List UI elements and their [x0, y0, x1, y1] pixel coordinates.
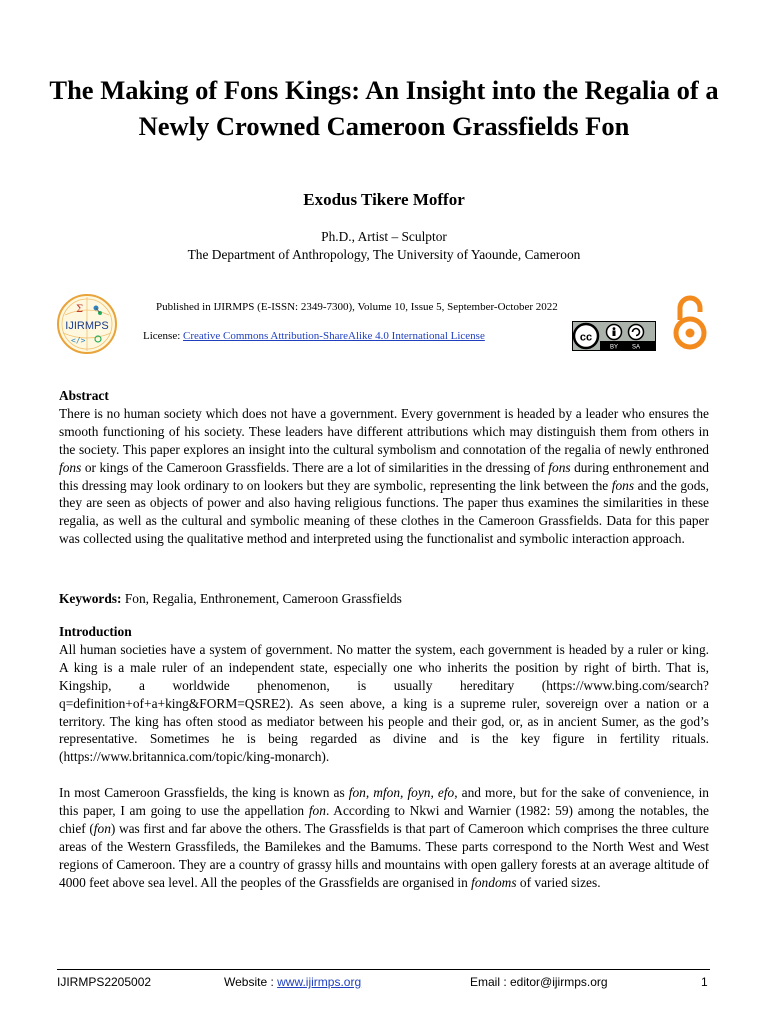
footer-website: [224, 975, 361, 989]
introduction-paragraph-2: In most Cameroon Grassfields, the king is known as fon, mfon, foyn, efo, and more, but for the sake of convenience, in this paper, I am going to use the appellation fon. According to Nkwi and Warnier (1982: 59) among the notables, the chief (fon) was first and far above the others. The Grassfields is that part of Cameroon which comprises the three culture areas of the Western Grassfileds, the Bamilekes and the Bamums. These parts correspond to the North West and West regions of Cameroon. They are a country of grassy hills and mountains with open gallery forests at an average altitude of 4000 feet above sea level. All the peoples of the Grassfields are organised in fondoms of varied sizes.: [59, 785, 709, 890]
svg-text:Σ: Σ: [76, 304, 84, 315]
logo-text: IJIRMPS: [65, 320, 109, 332]
author-affiliation: [0, 228, 768, 264]
cc-by-label: BY: [609, 344, 619, 351]
cc-by-sa-badge: [572, 321, 656, 351]
license-link[interactable]: Creative Commons Attribution-ShareAlike 4.0 International License: [183, 330, 485, 342]
footer-page-number: 1: [701, 975, 708, 989]
publication-info: Published in IJIRMPS (E-ISSN: 2349-7300), Volume 10, Issue 5, September-October 2022: [156, 301, 558, 313]
footer-divider: [57, 969, 710, 970]
author-name: Exodus Tikere Moffor: [303, 190, 465, 209]
cc-sa-label: SA: [631, 344, 641, 351]
svg-text:</>: </>: [71, 336, 86, 345]
open-access-icon: [670, 294, 710, 352]
footer-email: Email : editor@ijirmps.org: [470, 975, 608, 989]
introduction-paragraph-1: All human societies have a system of government. No matter the system, each government is headed by a ruler or king. A king is a male ruler of an independent state, especially one who inherits the position by right of birth. That is, Kingship, a worldwide phenomenon, is usually hereditary (https://www.bing.com/search?q=definition+of+a+king&FORM=QSRE2). As seen above, a king is a supreme ruler, sovereign over a nation or a territory. The king has often stood as mediator between his people and their god, or, as in ancient Sumer, as the god’s representative. Sometimes he is being regarded as divine and is the key figure in fertility rituals. (https://www.britannica.com/topic/king-monarch).: [59, 641, 709, 765]
license-info: [143, 330, 485, 342]
footer-website-link[interactable]: www.ijirmps.org: [277, 975, 362, 989]
footer-paper-code: IJIRMPS2205002: [57, 975, 152, 989]
keywords-text: Fon, Regalia, Enthronement, Cameroon Grassfields: [121, 591, 402, 606]
footer-website-label: Website :: [224, 975, 278, 989]
author-degree: Ph.D., Artist – Sculptor: [321, 229, 447, 244]
introduction-section: [59, 623, 709, 892]
introduction-heading: Introduction: [59, 624, 132, 639]
keywords-line: [59, 590, 709, 608]
paper-title: The Making of Fons Kings: An Insight into the Regalia of a Newly Crowned Cameroon Grassfields Fon: [49, 75, 719, 141]
svg-text:cc: cc: [579, 331, 593, 344]
abstract-section: [59, 387, 709, 548]
abstract-heading: Abstract: [59, 388, 109, 403]
ijirmps-logo: [56, 293, 118, 355]
author-department: The Department of Anthropology, The University of Yaounde, Cameroon: [187, 247, 581, 262]
abstract-body: There is no human society which does not have a government. Every government is headed by a leader who ensures the smooth functioning of his society. These leaders have different attributions which may distinguish them from others in the society. This paper explores an insight into the cultural symbolism and connotation of the regalia of newly enthroned fons or kings of the Cameroon Grassfields. There are a lot of similarities in the dressing of fons during enthronement and this dressing may look ordinary to on lookers but they are symbolic, representing the link between the fons and the gods, they are seen as objects of power and also having religious functions. The paper thus examines the similarities in these regalia, as well as the cultural and symbolic meaning of these clothes in the Cameroon Grassfields. Data for this paper was collected using the qualitative method and interpreted using the functionalist and symbolic interaction approach.: [59, 405, 710, 547]
license-label: License:: [143, 330, 184, 342]
keywords-label: Keywords:: [59, 591, 122, 606]
